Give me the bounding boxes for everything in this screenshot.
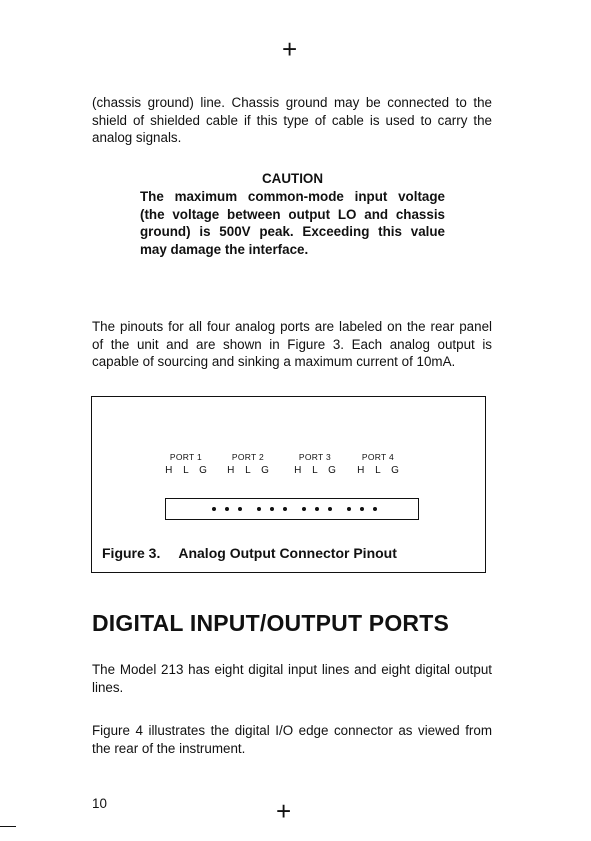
registration-mark-bottom: + [276,796,292,826]
figure-caption-number: Figure 3. [102,545,161,561]
port-label-3: PORT 3 [298,452,332,462]
connector-strip [165,498,419,520]
section-heading: DIGITAL INPUT/OUTPUT PORTS [92,610,450,636]
port-label-4: PORT 4 [361,452,395,462]
connector-pin [257,507,261,511]
connector-pin [302,507,306,511]
figure-caption-text: Analog Output Connector Pinout [178,545,397,561]
connector-pin [270,507,274,511]
pin-letters-port-4: H L G [357,465,403,476]
pin-letters-port-2: H L G [227,465,273,476]
connector-pin [347,507,351,511]
pin-letters-port-3: H L G [294,465,340,476]
registration-mark-top: + [282,34,298,64]
paragraph-pinouts: The pinouts for all four analog ports are labeled on the rear panel of the unit and are shown in Figure 3. Each analog output is capable of sourcing and sinking a maximum current of 10mA. [92,319,492,370]
page-number: 10 [92,796,107,811]
caution-body: The maximum common-mode input voltage (the voltage between output LO and chassis ground) is 500V peak. Exceeding this value may damage the interface. [140,189,445,257]
connector-pin [238,507,242,511]
connector-pin [328,507,332,511]
figure-caption [102,545,397,561]
paragraph-figure-4: Figure 4 illustrates the digital I/O edge connector as viewed from the rear of the instrument. [92,723,492,756]
port-label-1: PORT 1 [169,452,203,462]
connector-pin [212,507,216,511]
connector-pin [225,507,229,511]
page-edge-mark [0,826,16,827]
connector-pin [283,507,287,511]
pin-letters [92,465,485,479]
caution-title: CAUTION [262,171,323,186]
connector-pin [315,507,319,511]
pin-letters-port-1: H L G [165,465,211,476]
port-label-2: PORT 2 [231,452,265,462]
connector-pin [360,507,364,511]
figure-3 [91,396,486,573]
connector-pin [373,507,377,511]
paragraph-chassis-ground: (chassis ground) line. Chassis ground may be connected to the shield of shielded cable if this type of cable is used to carry the analog signals. [92,95,492,146]
paragraph-digital-lines: The Model 213 has eight digital input lines and eight digital output lines. [92,662,492,695]
port-labels [92,452,485,466]
